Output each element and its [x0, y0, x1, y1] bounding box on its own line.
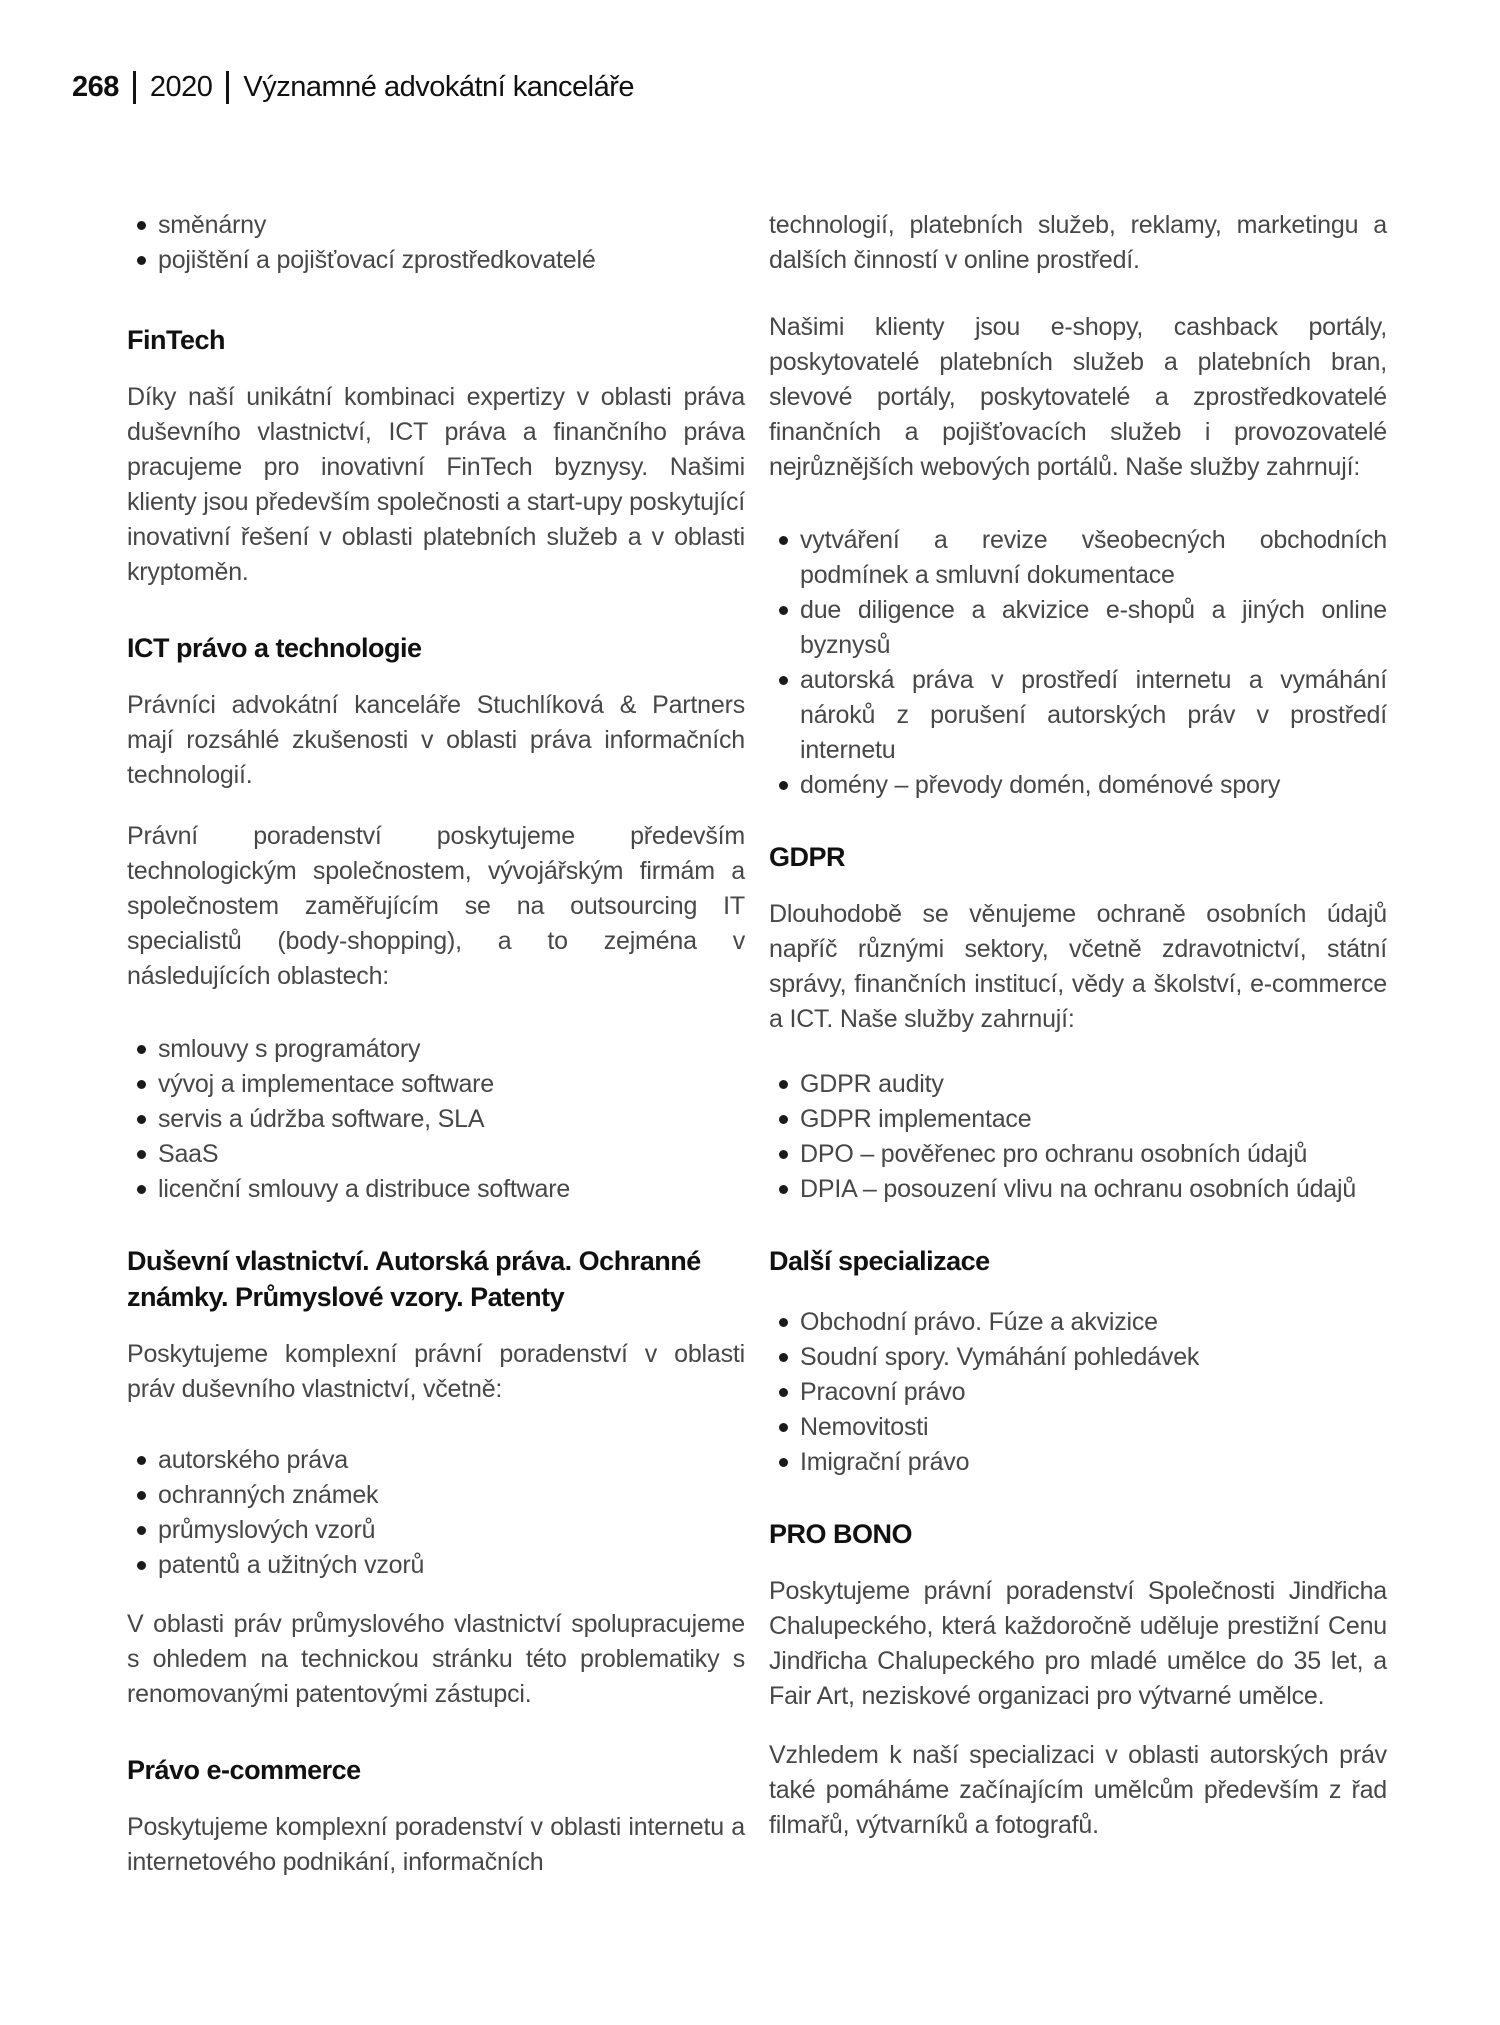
list-item — [127, 1513, 745, 1548]
list-item — [127, 1067, 745, 1102]
list-item-text: licenční smlouvy a distribuce software — [158, 1175, 571, 1203]
list-item-text: průmyslových vzorů — [158, 1516, 376, 1544]
bullet-icon — [779, 676, 788, 685]
section-heading-gdpr: GDPR — [769, 842, 846, 872]
list-item-text: SaaS — [158, 1140, 219, 1168]
list-item-text: GDPR implementace — [800, 1105, 1032, 1133]
list-item-text: vývoj a implementace software — [158, 1070, 495, 1098]
list-item — [769, 1340, 1387, 1375]
paragraph: technologií, platebních služeb, reklamy, marketingu a dalších činností v online prostředí. — [769, 211, 1387, 274]
list-item — [769, 663, 1387, 768]
list-item-text: DPIA – posouzení vlivu na ochranu osobních údajů — [800, 1175, 1357, 1203]
list-item-text: Soudní spory. Vymáhání pohledávek — [800, 1343, 1200, 1371]
section-heading-ip: Duševní vlastnictví. Autorská práva. Ochranné známky. Průmyslové vzory. Patenty — [127, 1246, 701, 1312]
bullet-icon — [779, 536, 788, 545]
list-item-text: Pracovní právo — [800, 1378, 966, 1406]
right-column — [769, 208, 1387, 1843]
bullet-list — [127, 1032, 745, 1207]
list-item — [769, 1375, 1387, 1410]
bullet-icon — [137, 1115, 146, 1124]
bullet-list — [769, 1067, 1387, 1207]
list-item — [769, 768, 1387, 803]
list-item — [127, 243, 745, 278]
page-number: 268 — [72, 71, 119, 103]
bullet-list — [769, 523, 1387, 803]
list-item — [769, 1102, 1387, 1137]
bullet-list — [127, 1443, 745, 1583]
list-item-text: smlouvy s programátory — [158, 1035, 421, 1063]
list-item-text: GDPR audity — [800, 1070, 944, 1098]
bullet-list — [127, 208, 745, 278]
paragraph: Díky naší unikátní kombinaci expertizy v oblasti práva duševního vlastnictví, ICT práva a finančního práva pracujeme pro inovativní FinTech byznysy. Našimi klienty jsou především společnosti a start-upy poskytující inovativní řešení v oblasti platebních služeb a v oblasti kryptoměn. — [127, 383, 745, 586]
list-item — [127, 208, 745, 243]
bullet-icon — [137, 1080, 146, 1089]
bullet-icon — [779, 606, 788, 615]
paragraph: Našimi klienty jsou e-shopy, cashback portály, poskytovatelé platebních služeb a platebních bran, slevové portály, poskytovatelé a zprostředkovatelé finančních a pojišťovacích služeb i provozovatelé nejrůznějších webových portálů. Naše služby zahrnují: — [769, 313, 1387, 481]
bullet-icon — [779, 781, 788, 790]
list-item-text: ochranných známek — [158, 1481, 379, 1509]
page-year: 2020 — [149, 71, 213, 103]
list-item — [769, 1305, 1387, 1340]
section-heading-ict: ICT právo a technologie — [127, 633, 422, 663]
section-heading-other-specializations: Další specializace — [769, 1246, 990, 1276]
bullet-icon — [779, 1423, 788, 1432]
list-item-text: vytváření a revize všeobecných obchodních podmínek a smluvní dokumentace — [800, 526, 1387, 589]
list-item — [127, 1102, 745, 1137]
section-heading-fintech: FinTech — [127, 325, 226, 355]
bullet-icon — [779, 1388, 788, 1397]
paragraph: Poskytujeme právní poradenství Společnosti Jindřicha Chalupeckého, která každoročně uděluje prestižní Cenu Jindřicha Chalupeckého pro mladé umělce do 35 let, a Fair Art, neziskové organizaci pro výtvarné umělce. — [769, 1577, 1387, 1710]
bullet-icon — [137, 1561, 146, 1570]
list-item-text: pojištění a pojišťovací zprostředkovatelé — [158, 246, 596, 274]
list-item-text: Nemovitosti — [800, 1413, 929, 1441]
list-item-text: due diligence a akvizice e-shopů a jiných online byznysů — [800, 596, 1387, 659]
list-item — [127, 1548, 745, 1583]
paragraph: Právní poradenství poskytujeme především technologickým společnostem, vývojářským firmám a společnostem zaměřujícím se na outsourcing IT specialistů (body-shopping), a to zejména v následujících oblastech: — [127, 822, 745, 990]
running-head-title: Významné advokátní kanceláře — [243, 71, 635, 103]
left-column — [127, 208, 745, 1880]
paragraph: Poskytujeme komplexní právní poradenství v oblasti práv duševního vlastnictví, včetně: — [127, 1340, 745, 1403]
paragraph: Právníci advokátní kanceláře Stuchlíková & Partners mají rozsáhlé zkušenosti v oblasti práva informačních technologií. — [127, 691, 745, 789]
list-item-text: Obchodní právo. Fúze a akvizice — [800, 1308, 1158, 1336]
list-item — [127, 1032, 745, 1067]
list-item-text: domény – převody domén, doménové spory — [800, 771, 1281, 799]
separator-bar-icon — [133, 71, 136, 104]
bullet-icon — [137, 1150, 146, 1159]
bullet-icon — [779, 1185, 788, 1194]
section-heading-pro-bono: PRO BONO — [769, 1519, 913, 1549]
bullet-icon — [137, 1491, 146, 1500]
paragraph: V oblasti práv průmyslového vlastnictví spolupracujeme s ohledem na technickou stránku této problematiky s renomovanými patentovými zástupci. — [127, 1610, 745, 1708]
list-item — [769, 1172, 1387, 1207]
paragraph: Vzhledem k naší specializaci v oblasti autorských práv také pomáháme začínajícím umělcům především z řad filmařů, výtvarníků a fotografů. — [769, 1741, 1387, 1839]
paragraph: Dlouhodobě se věnujeme ochraně osobních údajů napříč různými sektory, včetně zdravotnictví, státní správy, finančních institucí, vědy a školství, e-commerce a ICT. Naše služby zahrnují: — [769, 900, 1387, 1033]
bullet-icon — [779, 1150, 788, 1159]
list-item-text: Imigrační právo — [800, 1448, 970, 1476]
bullet-icon — [137, 1185, 146, 1194]
separator-bar-icon — [226, 71, 229, 104]
list-item-text: patentů a užitných vzorů — [158, 1551, 425, 1579]
bullet-icon — [137, 256, 146, 265]
bullet-icon — [137, 1456, 146, 1465]
list-item — [769, 523, 1387, 593]
bullet-list — [769, 1305, 1387, 1480]
section-heading-ecommerce: Právo e-commerce — [127, 1755, 361, 1785]
list-item — [769, 1067, 1387, 1102]
bullet-icon — [779, 1458, 788, 1467]
list-item-text: autorského práva — [158, 1446, 348, 1474]
list-item-text: autorská práva v prostředí internetu a vymáhání nároků z porušení autorských práv v prostředí internetu — [800, 666, 1387, 764]
list-item — [127, 1172, 745, 1207]
list-item-text: DPO – pověřenec pro ochranu osobních údajů — [800, 1140, 1308, 1168]
bullet-icon — [779, 1318, 788, 1327]
bullet-icon — [779, 1115, 788, 1124]
list-item — [769, 1410, 1387, 1445]
list-item — [769, 1137, 1387, 1172]
list-item — [127, 1478, 745, 1513]
running-head — [72, 70, 634, 104]
list-item — [769, 593, 1387, 663]
list-item — [127, 1137, 745, 1172]
list-item — [127, 1443, 745, 1478]
list-item-text: servis a údržba software, SLA — [158, 1105, 485, 1133]
bullet-icon — [779, 1353, 788, 1362]
list-item — [769, 1445, 1387, 1480]
bullet-icon — [779, 1080, 788, 1089]
bullet-icon — [137, 1045, 146, 1054]
paragraph: Poskytujeme komplexní poradenství v oblasti internetu a internetového podnikání, informačních — [127, 1813, 745, 1876]
bullet-icon — [137, 1526, 146, 1535]
bullet-icon — [137, 221, 146, 230]
list-item-text: směnárny — [158, 211, 267, 239]
